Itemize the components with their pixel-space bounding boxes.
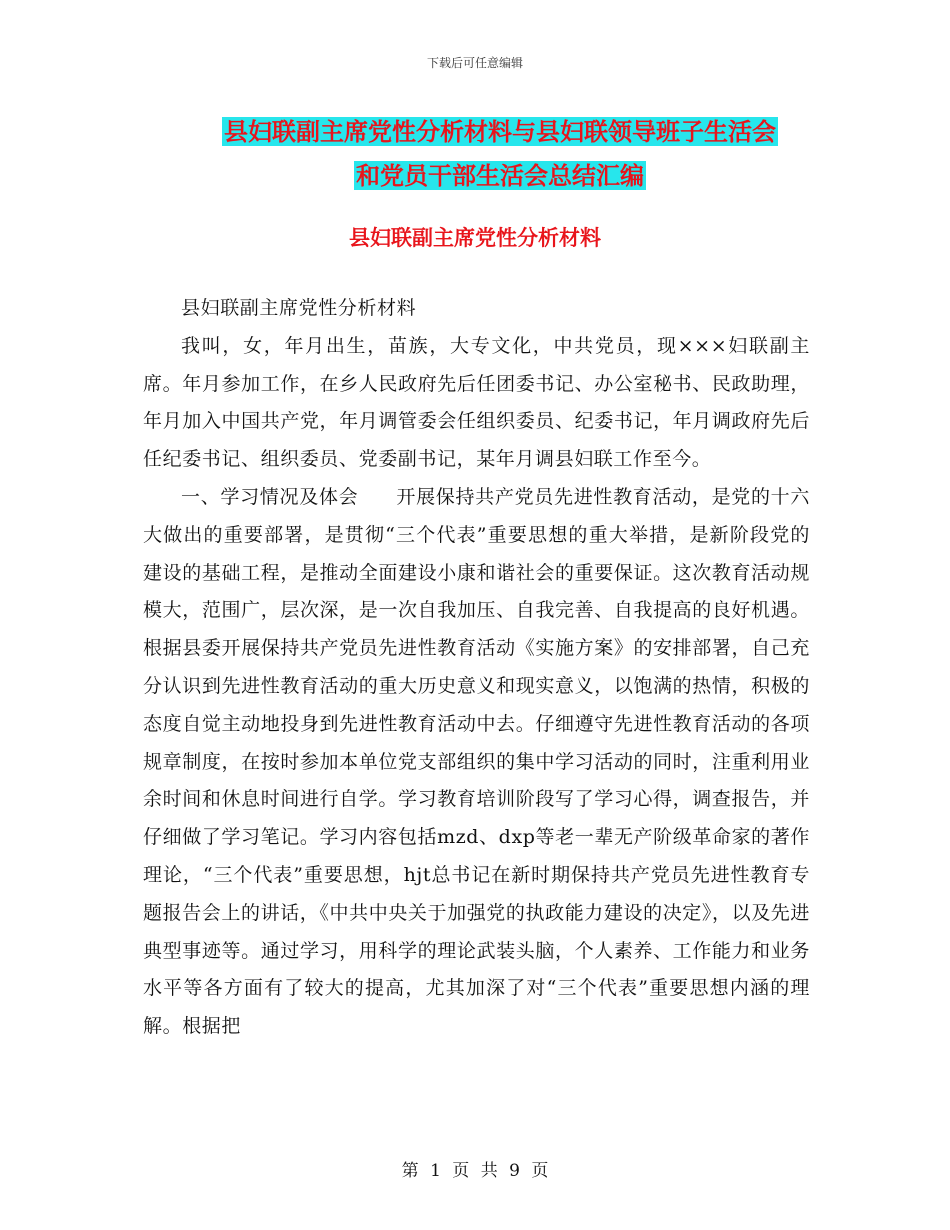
study-section-text: 开展保持共产党员先进性教育活动，是党的十六大做出的重要部署，是贯彻“三个代表”重要思想的重大举措，是新阶段党的建设的基础工程，是推动全面建设小康和谐社会的重要保证。这次教育活动规模大，范围广，层次深，是一次自我加压、自我完善、自我提高的良好机遇。根据县委开展保持共产党员先进性教育活动《实施方案》的安排部署，自己充分认识到先进性教育活动的重大历史意义和现实意义，以饱满的热情，积极的态度自觉主动地投身到先进性教育活动中去。仔细遵守先进性教育活动的各项规章制度，在按时参加本单位党支部组织的集中学习活动的同时，注重利用业余时间和休息时间进行自学。学习教育培训阶段写了学习心得，调查报告，并仔细做了学习笔记。学习内容包括mzd、dxp等老一辈无产阶级革命家的著作理论，“三个代表”重要思想，hjt总书记在新时期保持共产党员先进性教育专题报告会上的讲话，《中共中央关于加强党的执政能力建设的决定》，以及先进典型事迹等。通过学习，用科学的理论武装头脑，个人素养、工作能力和业务水平等各方面有了较大的提高，尤其加深了对“三个代表”重要思想内涵的理解。根据把 — [143, 485, 811, 1038]
page-number-footer: 第 1 页 共 9 页 — [401, 1161, 549, 1181]
page-header-note: 下载后可任意编辑 — [426, 56, 523, 70]
document-title-line-2: 和党员干部生活会总结汇编 — [356, 161, 644, 190]
document-title-line-1: 县妇联副主席党性分析材料与县妇联领导班子生活会 — [224, 117, 776, 146]
document-body — [143, 290, 810, 1046]
paragraph-subtitle: 县妇联副主席党性分析材料 — [181, 297, 417, 319]
document-title — [140, 110, 860, 198]
study-section-heading: 一、学习情况及体会 — [181, 485, 359, 508]
paragraph-self-introduction: 我叫，女，年月出生，苗族，大专文化，中共党员，现×××妇联副主席。年月参加工作，在乡人民政府先后任团委书记、办公室秘书、民政助理，年月加入中国共产党，年月调管委会任组织委员、纪委书记，年月调政府先后任纪委书记、组织委员、党委副书记，某年月调县妇联工作至今。 — [143, 334, 810, 471]
paragraph-study-experience — [143, 479, 810, 1046]
section-title: 县妇联副主席党性分析材料 — [349, 225, 601, 250]
